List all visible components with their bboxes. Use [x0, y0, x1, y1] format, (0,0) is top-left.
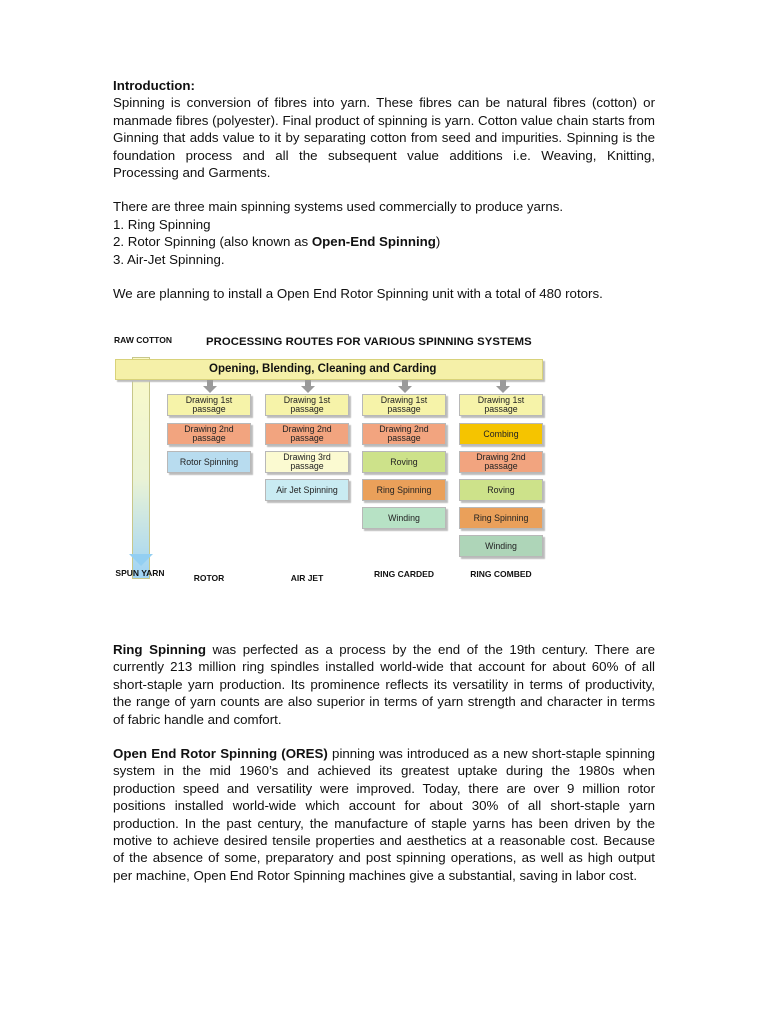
step-box: Drawing 2nd passage: [167, 423, 251, 445]
column-label-ring-combed: RING COMBED: [470, 569, 532, 579]
column-label-air-jet: AIR JET: [290, 573, 324, 583]
step-box: Drawing 2nd passage: [265, 423, 349, 445]
down-arrow-icon: [301, 380, 315, 392]
down-arrow-icon: [398, 380, 412, 392]
process-flow-arrow: [132, 357, 150, 579]
opening-band-label: Opening, Blending, Cleaning and Carding: [209, 363, 437, 375]
ores-term: Open End Rotor Spinning (ORES): [113, 746, 328, 762]
column-label-ring-carded: RING CARDED: [374, 569, 434, 579]
down-arrow-icon: [203, 380, 217, 392]
intro-heading: Introduction:: [113, 78, 195, 93]
step-box: Rotor Spinning: [167, 451, 251, 473]
ores-text: pinning was introduced as a new short-staple spinning system in the mid 1960’s and achieved its greatest uptake during the 1980s when production speed and versatility were improved. Today, there are over 9 million rotor positions installed world-wide which account for about 30% of all short-staple yarn production. In the past century, the manufacture of staple yarns has been driven by the motive to achieve desired tensile properties and aesthetics at a reasonable cost. Because of the absence of some, preparatory and post spinning operations, as well as high output per machine, Open End Rotor Spinning machines give a substantial, saving in labor cost.: [113, 746, 656, 883]
ring-term: Ring Spinning: [113, 642, 206, 657]
text-block-bottom: [113, 641, 655, 884]
systems-item-rotor: [113, 233, 655, 250]
step-box: Combing: [459, 423, 543, 445]
step-box: Drawing 1st passage: [167, 394, 251, 416]
ring-text: was perfected as a process by the end of the 19th century. There are currently 213 million ring spindles installed world-wide that account for about 60% of all short-staple yarn production. Its prominence reflects its versatility in terms of productivity, the range of yarn counts are also superior in terms of yarn strength and character in terms of fabric handle and comfort.: [113, 642, 655, 727]
step-box: Drawing 2nd passage: [362, 423, 446, 445]
step-box: Roving: [362, 451, 446, 473]
systems-lead: There are three main spinning systems used commercially to produce yarns.: [113, 199, 564, 215]
systems-item-rotor-pre: 2. Rotor Spinning (also known as: [113, 234, 312, 250]
plan-paragraph: We are planning to install a Open End Rotor Spinning unit with a total of 480 rotors.: [113, 286, 603, 302]
intro-paragraph: Spinning is conversion of fibres into yarn. These fibres can be natural fibres (cotton) or manmade fibres (polyester). Final product of spinning is yarn. Cotton value chain starts from Ginning that adds value to it by separating cotton from seed and impurities. Spinning is the foundation process and all the subsequent value additions i.e. Weaving, Knitting, Processing and Garments.: [113, 95, 655, 181]
process-flow-arrow-head: [129, 554, 153, 566]
step-box: Air Jet Spinning: [265, 479, 349, 501]
systems-item-airjet: 3. Air-Jet Spinning.: [113, 251, 225, 267]
raw-cotton-label: RAW COTTON: [114, 335, 172, 345]
systems-item-ring: 1. Ring Spinning: [113, 216, 211, 232]
step-box: Drawing 1st passage: [265, 394, 349, 416]
processing-routes-diagram: [113, 332, 553, 587]
step-box: Roving: [459, 479, 543, 501]
ores-paragraph: [113, 745, 655, 884]
step-box: Drawing 3rd passage: [265, 451, 349, 473]
diagram-title: PROCESSING ROUTES FOR VARIOUS SPINNING SYSTEMS: [206, 336, 532, 348]
step-box: Winding: [459, 535, 543, 557]
spun-yarn-label: SPUN YARN: [115, 568, 165, 578]
systems-item-rotor-bold: Open-End Spinning: [311, 234, 436, 250]
systems-item-rotor-post: ): [435, 234, 441, 250]
text-block-top: [113, 77, 655, 302]
ring-paragraph: [113, 641, 655, 728]
step-box: Ring Spinning: [362, 479, 446, 501]
step-box: Drawing 1st passage: [362, 394, 446, 416]
down-arrow-icon: [496, 380, 510, 392]
step-box: Winding: [362, 507, 446, 529]
opening-band: [115, 359, 543, 380]
step-box: Drawing 1st passage: [459, 394, 543, 416]
step-box: Drawing 2nd passage: [459, 451, 543, 473]
step-box: Ring Spinning: [459, 507, 543, 529]
column-label-rotor: ROTOR: [193, 573, 225, 583]
